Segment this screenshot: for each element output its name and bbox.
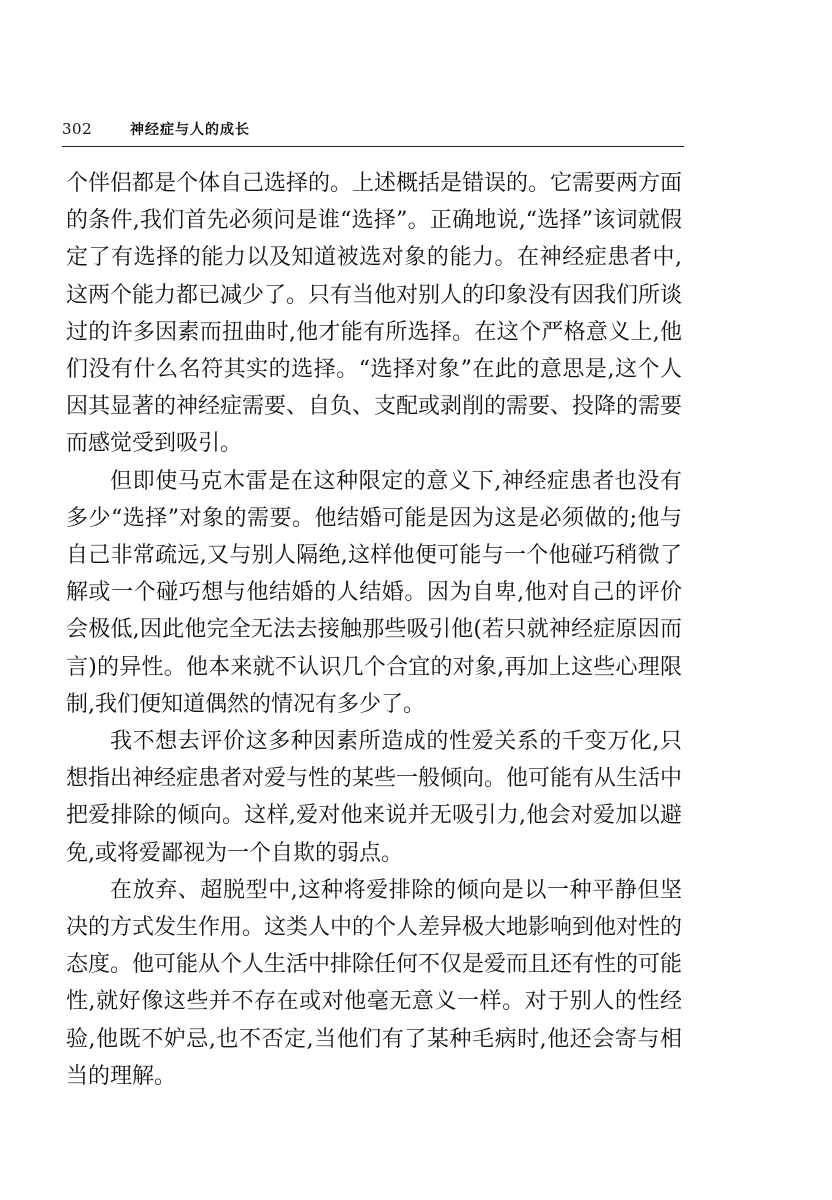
body-text	[66, 165, 682, 1095]
paragraph: 但即使马克木雷是在这种限定的意义下,神经症患者也没有多少“选择”对象的需要。他结婚可能是因为这是必须做的;他与自己非常疏远,又与别人隔绝,这样他便可能与一个他碰巧稍微了解或一个碰巧想与他结婚的人结婚。因为自卑,他对自己的评价会极低,因此他完全无法去接触那些吸引他(若只就神经症原因而言)的异性。他本来就不认识几个合宜的对象,再加上这些心理限制,我们便知道偶然的情况有多少了。	[66, 468, 682, 717]
header-rule	[62, 146, 684, 147]
page-header	[62, 116, 684, 150]
paragraph: 我不想去评价这多种因素所造成的性爱关系的千变万化,只想指出神经症患者对爱与性的某些一般倾向。他可能有从生活中把爱排除的倾向。这样,爱对他来说并无吸引力,他会对爱加以避免,或将爱鄙视为一个自欺的弱点。	[66, 729, 683, 866]
running-title: 神经症与人的成长	[130, 122, 250, 138]
paragraph-continued: 个伴侣都是个体自己选择的。上述概括是错误的。它需要两方面的条件,我们首先必须问是谁“选择”。正确地说,“选择”该词就假定了有选择的能力以及知道被选对象的能力。在神经症患者中,这两个能力都已减少了。只有当他对别人的印象没有因我们所谈过的许多因素而扭曲时,他才能有所选择。在这个严格意义上,他们没有什么名符其实的选择。“选择对象”在此的意思是,这个人因其显著的神经症需要、自负、支配或剥削的需要、投降的需要而感觉受到吸引。	[66, 171, 683, 457]
page-number: 302	[62, 120, 93, 138]
paragraph: 在放弃、超脱型中,这种将爱排除的倾向是以一种平静但坚决的方式发生作用。这类人中的个人差异极大地影响到他对性的态度。他可能从个人生活中排除任何不仅是爱而且还有性的可能性,就好像这些并不存在或对他毫无意义一样。对于别人的性经验,他既不妒忌,也不否定,当他们有了某种毛病时,他还会寄与相当的理解。	[66, 877, 683, 1089]
